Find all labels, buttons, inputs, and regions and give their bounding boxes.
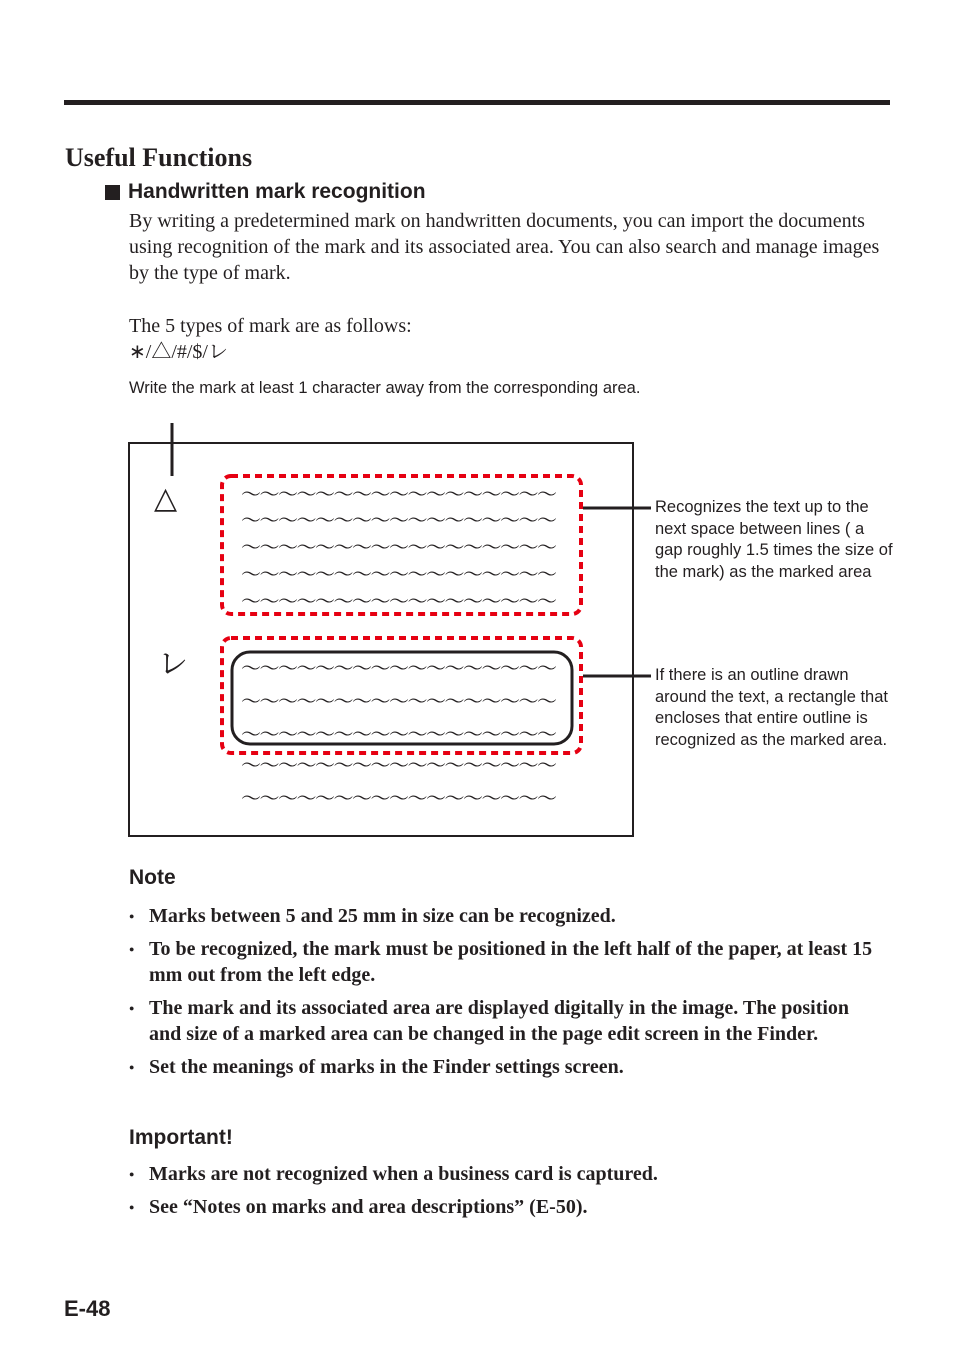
list-item: ● The mark and its associated area are displayed digitally in the image. The position and size of a marked area can be changed in the page edit screen in the Finder. [129, 995, 884, 1047]
wavy-text-line: ～～～～～～～～～～～～～～～～～ [241, 656, 556, 680]
note-heading: Note [129, 866, 176, 889]
wavy-text-line: ～～～～～～～～～～～～～～～～～ [241, 482, 556, 506]
triangle-mark-icon: △ [154, 481, 178, 516]
check-mark-icon: レ [158, 647, 188, 682]
section-title: Useful Functions [65, 143, 253, 172]
list-item: ● To be recognized, the mark must be positioned in the left half of the paper, at least 15 mm out from the left edge. [129, 936, 884, 988]
wavy-text-line: ～～～～～～～～～～～～～～～～～ [241, 535, 556, 559]
list-item: ● Marks are not recognized when a business card is captured. [129, 1161, 884, 1187]
list-item: ● Marks between 5 and 25 mm in size can be recognized. [129, 903, 884, 929]
wavy-text-line: ～～～～～～～～～～～～～～～～～ [241, 786, 556, 810]
page-number: E-48 [64, 1296, 111, 1321]
wavy-text-line: ～～～～～～～～～～～～～～～～～ [241, 589, 556, 613]
list-item: ● Set the meanings of marks in the Finder settings screen. [129, 1054, 884, 1080]
callout-mark-spacing-text: Write the mark at least 1 character away from the corresponding area. [129, 379, 641, 397]
intro-paragraph: By writing a predetermined mark on handwritten documents, you can import the documents using recognition of the mark and its associated area. You can also search and manage images by the type of mark. [129, 210, 880, 284]
callout-outline-area: If there is an outline drawn around the text, a rectangle that encloses that entire outline is recognized as the marked area. [655, 666, 888, 749]
wavy-text-line: ～～～～～～～～～～～～～～～～～ [241, 562, 556, 586]
callout-marked-area: Recognizes the text up to the next space between lines ( a gap roughly 1.5 times the size of the mark) as the marked area [655, 498, 893, 581]
wavy-text-line: ～～～～～～～～～～～～～～～～～ [241, 508, 556, 532]
subsection-title: Handwritten mark recognition [128, 180, 426, 203]
note-list [129, 903, 884, 1087]
mark-types-intro: The 5 types of mark are as follows: [129, 315, 412, 337]
important-list [129, 1161, 884, 1227]
wavy-text-line: ～～～～～～～～～～～～～～～～～ [241, 722, 556, 746]
mark-types-list: ∗/△/#/$/レ [129, 341, 228, 363]
wavy-text-line: ～～～～～～～～～～～～～～～～～ [241, 753, 556, 777]
wavy-text-line: ～～～～～～～～～～～～～～～～～ [241, 689, 556, 713]
list-item: ● See “Notes on marks and area descriptions” (E-50). [129, 1194, 884, 1220]
important-heading: Important! [129, 1126, 233, 1149]
